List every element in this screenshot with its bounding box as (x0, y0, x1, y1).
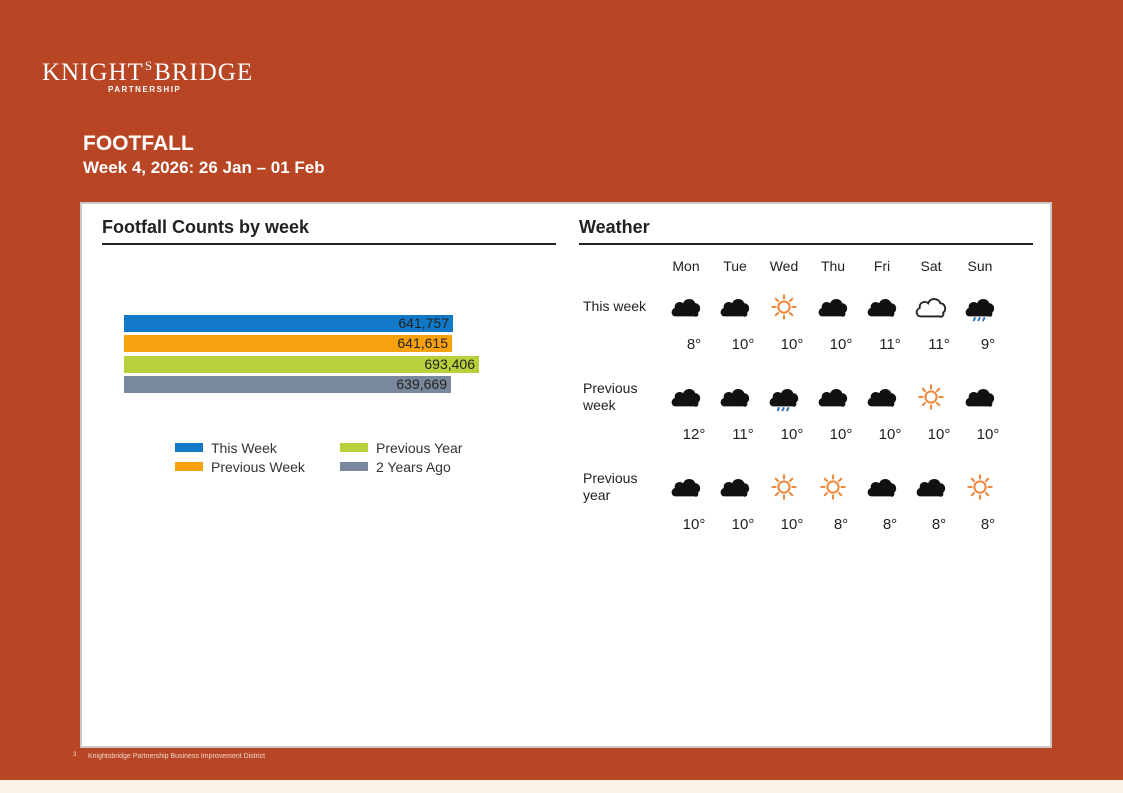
weather-temp: 8° (686, 336, 702, 353)
cloud-icon (669, 472, 703, 502)
sun-icon (767, 472, 801, 502)
weather-temp: 10° (731, 516, 755, 533)
footer-text: Knightsbridge Partnership Business Improvement District (88, 753, 266, 760)
footfall-rule (102, 243, 556, 245)
bar-previous-week (124, 335, 452, 352)
cloud-icon (718, 292, 752, 322)
weather-temp: 10° (780, 336, 804, 353)
weather-temp: 10° (731, 336, 755, 353)
bar-previous-year (124, 356, 479, 373)
cloud-icon (718, 382, 752, 412)
weather-day-tue: Tue (723, 258, 747, 274)
logo-subtitle: PARTNERSHIP (108, 85, 182, 94)
weather-temp: 10° (682, 516, 706, 533)
cloud-icon (865, 472, 899, 502)
weather-temp: 10° (829, 426, 853, 443)
cloud-icon (865, 382, 899, 412)
cloud-icon (669, 292, 703, 322)
weather-temp: 8° (980, 516, 996, 533)
legend-swatch (175, 462, 203, 471)
cloud-icon (963, 382, 997, 412)
bar-this-week (124, 315, 453, 332)
weather-day-wed: Wed (769, 258, 799, 274)
legend-label: 2 Years Ago (376, 459, 451, 475)
weather-temp: 11° (928, 336, 950, 353)
page-heading (83, 132, 325, 178)
weather-temp: 10° (780, 516, 804, 533)
sun-icon (816, 472, 850, 502)
weather-rule (579, 243, 1033, 245)
cloud-icon (816, 382, 850, 412)
legend-label: This Week (211, 440, 277, 456)
weather-temp: 8° (931, 516, 947, 533)
weather-temp: 8° (882, 516, 898, 533)
sun-icon (963, 472, 997, 502)
legend-swatch (340, 462, 368, 471)
logo (42, 58, 253, 94)
weather-row-label: Previous week (583, 380, 638, 413)
weather-temp: 10° (829, 336, 853, 353)
rain-cloud-icon (767, 382, 801, 412)
page-number: 3 (73, 752, 77, 758)
sun-icon (767, 292, 801, 322)
weather-temp: 10° (878, 426, 902, 443)
weather-temp: 10° (927, 426, 951, 443)
legend-swatch (175, 443, 203, 452)
legend-item (175, 440, 277, 456)
weather-temp: 11° (879, 336, 901, 353)
legend-item (175, 459, 305, 475)
bar-value-label: 693,406 (424, 355, 475, 372)
cloud-icon (816, 292, 850, 322)
weather-temp: 10° (976, 426, 1000, 443)
page-title: FOOTFALL (83, 132, 194, 155)
weather-day-thu: Thu (820, 258, 846, 274)
weather-temp: 9° (980, 336, 996, 353)
weather-temp: 8° (833, 516, 849, 533)
weather-temp: 11° (732, 426, 754, 443)
cloud-outline-icon (914, 292, 948, 322)
weather-temp: 12° (682, 426, 706, 443)
bar-2-years-ago (124, 376, 451, 393)
cloud-icon (718, 472, 752, 502)
weather-title: Weather (579, 217, 650, 237)
legend-label: Previous Week (211, 459, 305, 475)
report-panel (80, 202, 1052, 748)
page-subtitle: Week 4, 2026: 26 Jan – 01 Feb (83, 158, 325, 177)
logo-wordmark: $KNIGHT^SBRIDGE$ (42, 58, 254, 86)
cloud-icon (914, 472, 948, 502)
weather-day-mon: Mon (672, 258, 700, 274)
weather-day-sat: Sat (920, 258, 942, 274)
legend-swatch (340, 443, 368, 452)
weather-temp: 10° (780, 426, 804, 443)
cloud-icon (865, 292, 899, 322)
legend-item (340, 440, 462, 456)
footfall-title: Footfall Counts by week (102, 217, 310, 237)
weather-row-label: This week (583, 298, 647, 314)
weather-day-sun: Sun (967, 258, 993, 274)
cloud-icon (669, 382, 703, 412)
bottom-strip (0, 780, 1123, 793)
weather-day-fri: Fri (873, 258, 891, 274)
sun-icon (914, 382, 948, 412)
bar-value-label: 641,615 (397, 335, 448, 352)
bar-value-label: 641,757 (398, 315, 449, 331)
weather-row-label: Previous year (583, 470, 638, 503)
legend-label: Previous Year (376, 440, 463, 456)
rain-cloud-icon (963, 292, 997, 322)
bar-value-label: 639,669 (396, 375, 447, 392)
legend-item (340, 459, 451, 475)
